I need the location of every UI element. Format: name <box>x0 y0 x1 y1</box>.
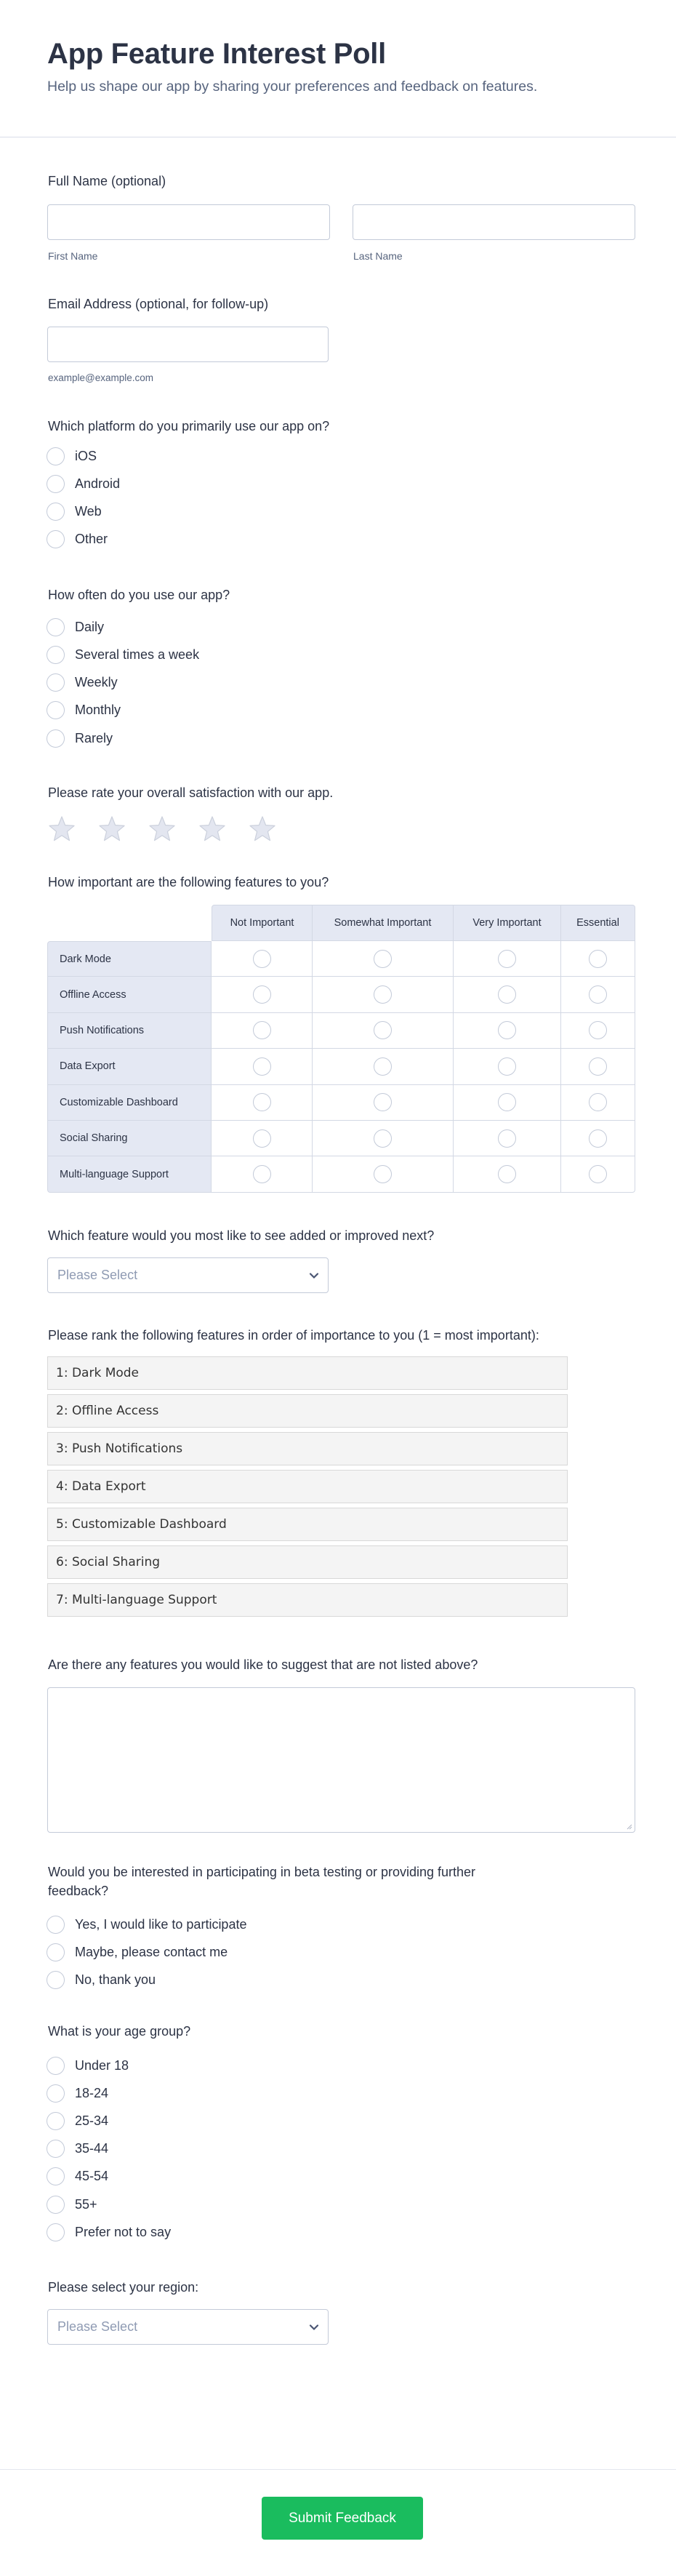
radio-label: Weekly <box>75 675 118 690</box>
matrix-cell <box>212 941 313 977</box>
radio-label: Other <box>75 531 108 546</box>
matrix-radio-button[interactable] <box>253 985 271 1004</box>
matrix-cell <box>454 1049 561 1084</box>
radio-button[interactable] <box>47 2223 65 2241</box>
radio-label: Under 18 <box>75 2057 129 2073</box>
matrix-cell <box>561 1049 635 1084</box>
matrix-radio-button[interactable] <box>374 1021 392 1039</box>
beta-option[interactable] <box>47 1943 228 1961</box>
star-icon[interactable] <box>198 815 227 844</box>
suggestions-textarea[interactable] <box>47 1687 635 1833</box>
radio-label: Android <box>75 476 121 491</box>
rank-item[interactable]: 1: Dark Mode <box>47 1356 568 1390</box>
submit-button[interactable]: Submit Feedback <box>262 2497 423 2540</box>
chevron-down-icon <box>309 2322 319 2332</box>
rank-item[interactable]: 5: Customizable Dashboard <box>47 1508 568 1541</box>
matrix-row-label: Dark Mode <box>47 941 212 977</box>
matrix-cell <box>561 977 635 1012</box>
suggestions-label: Are there any features you would like to suggest that are not listed above? <box>48 1657 478 1672</box>
age-option[interactable] <box>47 2167 108 2186</box>
matrix-cell <box>561 1156 635 1192</box>
matrix-radio-button[interactable] <box>374 985 392 1004</box>
matrix-radio-button[interactable] <box>589 1129 607 1148</box>
platform-option[interactable] <box>47 447 97 465</box>
matrix-cell <box>454 1156 561 1192</box>
radio-button[interactable] <box>47 1916 65 1934</box>
region-label: Please select your region: <box>48 2280 199 2295</box>
matrix-cell <box>313 1121 454 1156</box>
age-option[interactable] <box>47 2195 97 2214</box>
region-selected: Please Select <box>57 2319 138 2334</box>
star-rating <box>47 815 298 844</box>
matrix-radio-button[interactable] <box>253 1129 271 1148</box>
radio-button[interactable] <box>47 503 65 521</box>
star-icon[interactable] <box>248 815 277 844</box>
beta-option[interactable] <box>47 1970 156 1989</box>
radio-button[interactable] <box>47 646 65 664</box>
age-option[interactable] <box>47 2140 108 2159</box>
age-option[interactable] <box>47 2223 171 2241</box>
radio-button[interactable] <box>47 729 65 748</box>
frequency-option[interactable] <box>47 701 121 720</box>
matrix-radio-button[interactable] <box>374 1129 392 1148</box>
matrix-cell <box>212 1156 313 1192</box>
matrix-radio-button[interactable] <box>498 950 516 968</box>
radio-button[interactable] <box>47 701 65 719</box>
age-option[interactable] <box>47 2111 108 2130</box>
radio-button[interactable] <box>47 2084 65 2103</box>
star-icon[interactable] <box>47 815 76 844</box>
matrix-radio-button[interactable] <box>589 1093 607 1111</box>
matrix-cell <box>313 1156 454 1192</box>
matrix-cell <box>454 1085 561 1121</box>
rank-item[interactable]: 4: Data Export <box>47 1470 568 1503</box>
matrix-radio-button[interactable] <box>589 985 607 1004</box>
age-option[interactable] <box>47 2084 108 2103</box>
radio-label: Web <box>75 503 102 519</box>
matrix-cell <box>212 1013 313 1049</box>
frequency-label: How often do you use our app? <box>48 588 230 602</box>
last-name-input[interactable] <box>353 204 635 240</box>
radio-label: Rarely <box>75 730 113 745</box>
matrix-row-label: Data Export <box>47 1049 212 1084</box>
satisfaction-label: Please rate your overall satisfaction with our app. <box>48 785 334 800</box>
resize-grip-icon[interactable] <box>625 1823 632 1830</box>
radio-button[interactable] <box>47 673 65 692</box>
matrix-radio-button[interactable] <box>498 1165 516 1183</box>
beta-option[interactable] <box>47 1915 246 1934</box>
matrix-radio-button[interactable] <box>253 950 271 968</box>
matrix-column-header: Not Important <box>212 905 313 941</box>
matrix-row-label: Offline Access <box>47 977 212 1012</box>
matrix-cell <box>212 1085 313 1121</box>
next-feature-label: Which feature would you most like to see added or improved next? <box>48 1228 435 1243</box>
beta-label-line1: Would you be interested in participating in beta testing or providing further <box>48 1865 476 1879</box>
radio-label: Several times a week <box>75 647 200 662</box>
radio-button[interactable] <box>47 618 65 636</box>
beta-label-line2: feedback? <box>48 1884 109 1898</box>
rank-item[interactable]: 7: Multi-language Support <box>47 1583 568 1617</box>
frequency-option[interactable] <box>47 729 113 748</box>
rank-item[interactable]: 6: Social Sharing <box>47 1545 568 1579</box>
platform-label: Which platform do you primarily use our app on? <box>48 419 330 433</box>
radio-label: Yes, I would like to participate <box>75 1916 247 1932</box>
frequency-option[interactable] <box>47 673 118 692</box>
radio-button[interactable] <box>47 2140 65 2158</box>
matrix-cell <box>313 941 454 977</box>
radio-button[interactable] <box>47 2057 65 2075</box>
matrix-radio-button[interactable] <box>498 1021 516 1039</box>
email-label: Email Address (optional, for follow-up) <box>48 297 269 311</box>
age-option[interactable] <box>47 2056 129 2075</box>
first-name-sublabel: First Name <box>48 250 98 262</box>
matrix-row-label: Social Sharing <box>47 1121 212 1156</box>
ranking-label: Please rank the following features in order of importance to you (1 = most important): <box>48 1328 539 1343</box>
radio-label: 35-44 <box>75 2141 109 2156</box>
radio-label: Monthly <box>75 703 121 718</box>
frequency-option[interactable] <box>47 617 104 636</box>
importance-matrix <box>47 905 635 1193</box>
matrix-row-label: Push Notifications <box>47 1013 212 1049</box>
full-name-label: Full Name (optional) <box>48 174 166 188</box>
rank-item[interactable]: 2: Offline Access <box>47 1394 568 1428</box>
last-name-sublabel: Last Name <box>353 250 403 262</box>
matrix-cell <box>561 1085 635 1121</box>
matrix-radio-button[interactable] <box>498 985 516 1004</box>
matrix-radio-button[interactable] <box>253 1057 271 1076</box>
radio-label: 55+ <box>75 2196 97 2212</box>
radio-label: Maybe, please contact me <box>75 1944 228 1959</box>
matrix-column-header: Very Important <box>454 905 561 941</box>
star-icon[interactable] <box>148 815 177 844</box>
matrix-cell <box>454 977 561 1012</box>
matrix-radio-button[interactable] <box>253 1093 271 1111</box>
matrix-radio-button[interactable] <box>498 1057 516 1076</box>
matrix-row-label: Customizable Dashboard <box>47 1085 212 1121</box>
matrix-cell <box>561 1121 635 1156</box>
radio-button[interactable] <box>47 1971 65 1989</box>
star-icon[interactable] <box>97 815 126 844</box>
matrix-cell <box>561 1013 635 1049</box>
platform-option[interactable] <box>47 502 102 521</box>
matrix-radio-button[interactable] <box>589 1021 607 1039</box>
matrix-radio-button[interactable] <box>589 1165 607 1183</box>
matrix-row-label: Multi-language Support <box>47 1156 212 1192</box>
matrix-cell <box>561 941 635 977</box>
radio-button[interactable] <box>47 475 65 493</box>
platform-option[interactable] <box>47 474 120 493</box>
chevron-down-icon <box>309 1271 319 1281</box>
radio-button[interactable] <box>47 530 65 548</box>
next-feature-dropdown[interactable] <box>47 1257 329 1293</box>
platform-option[interactable] <box>47 529 108 548</box>
importance-label: How important are the following features to you? <box>48 875 329 889</box>
radio-button[interactable] <box>47 2112 65 2130</box>
footer-divider <box>0 2469 676 2470</box>
radio-button[interactable] <box>47 447 65 465</box>
matrix-cell <box>454 941 561 977</box>
matrix-cell <box>212 1121 313 1156</box>
page-subtitle: Help us shape our app by sharing your preferences and feedback on features. <box>47 79 538 95</box>
radio-label: iOS <box>75 448 97 463</box>
matrix-radio-button[interactable] <box>374 1057 392 1076</box>
radio-label: Prefer not to say <box>75 2224 172 2239</box>
radio-label: 18-24 <box>75 2085 109 2100</box>
matrix-cell <box>454 1121 561 1156</box>
matrix-cell <box>212 1049 313 1084</box>
matrix-column-header: Somewhat Important <box>313 905 454 941</box>
page-title: App Feature Interest Poll <box>47 38 386 70</box>
matrix-radio-button[interactable] <box>374 950 392 968</box>
matrix-radio-button[interactable] <box>253 1165 271 1183</box>
matrix-cell <box>313 977 454 1012</box>
matrix-cell <box>212 977 313 1012</box>
next-feature-selected: Please Select <box>57 1268 138 1282</box>
radio-label: 45-54 <box>75 2169 109 2184</box>
matrix-cell <box>313 1049 454 1084</box>
matrix-radio-button[interactable] <box>589 950 607 968</box>
matrix-radio-button[interactable] <box>589 1057 607 1076</box>
frequency-option[interactable] <box>47 645 199 664</box>
matrix-radio-button[interactable] <box>498 1129 516 1148</box>
matrix-radio-button[interactable] <box>253 1021 271 1039</box>
matrix-radio-button[interactable] <box>498 1093 516 1111</box>
rank-item[interactable]: 3: Push Notifications <box>47 1432 568 1465</box>
age-label: What is your age group? <box>48 2024 191 2039</box>
email-sublabel: example@example.com <box>48 372 154 383</box>
region-dropdown[interactable] <box>47 2309 329 2345</box>
matrix-radio-button[interactable] <box>374 1165 392 1183</box>
matrix-cell <box>454 1013 561 1049</box>
radio-label: No, thank you <box>75 1972 156 1987</box>
radio-label: 25-34 <box>75 2113 109 2128</box>
first-name-input[interactable] <box>47 204 330 240</box>
matrix-column-header: Essential <box>561 905 635 941</box>
email-input[interactable] <box>47 327 329 362</box>
matrix-radio-button[interactable] <box>374 1093 392 1111</box>
radio-button[interactable] <box>47 2167 65 2185</box>
radio-button[interactable] <box>47 2196 65 2214</box>
matrix-cell <box>313 1085 454 1121</box>
matrix-cell <box>313 1013 454 1049</box>
radio-label: Daily <box>75 619 105 634</box>
radio-button[interactable] <box>47 1943 65 1961</box>
